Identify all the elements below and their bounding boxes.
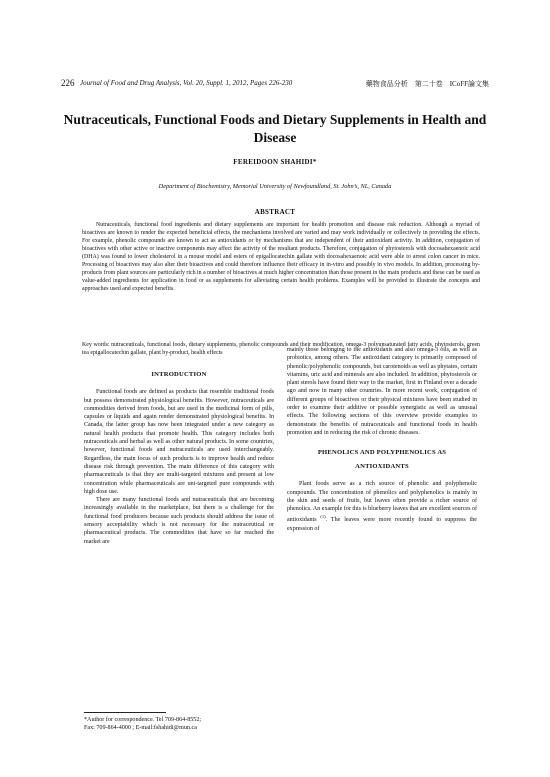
intro-paragraph-1: Functional foods are defined as products that resemble traditional foods but possess demonstrated physiological benefits. However, nutraceuticals are commodities derived from foods, but are used in the medicinal form of pills, capsules or liquids and again render demonstrated physiological benefits. In Canada, the latter group has now been integrated under a new category as natural health products that promote health. This category includes both nutraceuticals and herbal as well as other natural products. In some countries, however, functional foods and nutraceuticals are used interchangeably. Regardless, the main focus of such products is to improve health and reduce disease risk through prevention. The main difference of this category with pharmaceuticals is that they are multi-targeted mixtures and present at low concentration while pharmaceuticals are uni-targeted pure compounds with high dose use. [84, 389, 274, 495]
right-paragraph-2-text: Plant foods serve as a rich source of phenolic and polyphenolic compounds. The concentration of phenolics and polyphenolics is mainly in the skin and seeds of fruits, but leaves often provide a richer source of phenolics. An example for this is blueberry leaves that are excellent sources of antioxidants [287, 481, 477, 524]
phenolics-heading [287, 446, 477, 474]
introduction-heading: INTRODUCTION [151, 371, 207, 378]
author-name: FEREIDOON SHAHIDI* [233, 158, 317, 166]
right-paragraph-2 [287, 480, 477, 533]
footnote-rule [84, 712, 166, 713]
abstract-heading: ABSTRACT [254, 208, 296, 216]
phenolics-heading-line-2: ANTIOXIDANTS [355, 463, 409, 471]
reference-marker: (1) [320, 514, 326, 520]
left-column [84, 361, 274, 546]
header-right-text: 藥物食品分析 第二十卷 ICoFF論文集 [365, 80, 489, 88]
right-paragraph-1: mainly those belonging to the antioxidants and also omega-3 oils, as well as probiotics, among others. The antioxidant category is primarily composed of phenolic/polyphenolic compounds, but carotenoids as well as phytates, certain vitamins, uric acid and minerals are also included. In addition, phytosterols or plant sterols have found their way to the market, first in Finland over a decade ago and now in many other countries. In more recent work, conjugation of different groups of bioactives or their physical mixtures have been studied in order to examine their additive or possible synergistic as well as unusual effects. The following sections of this overview provide examples to demonstrate the benefits of nutraceuticals and functional foods in health promotion and in reducing the risk of chronic diseases. [287, 347, 477, 436]
right-column [287, 346, 477, 533]
phenolics-heading-line-1: PHENOLICS AND POLYPHENOLICS AS [317, 449, 447, 457]
page-number: 226 [61, 78, 75, 88]
running-header [61, 79, 489, 91]
footnote [84, 716, 284, 732]
footnote-line-1: *Author for correspondence. Tel 709-864-8552; [84, 717, 202, 723]
keywords: Key words: nutraceuticals, functional foods, dietary supplements, phenolic compounds and their modification, omega-3 polyunsaturated fatty acids, phytosterols, green tea epigallocatechin gallate, plant by-product, health effects [82, 342, 480, 356]
right-paragraph-2-end: . The leaves were more recently found to suppress the expression of [287, 517, 477, 532]
journal-citation: Journal of Food and Drug Analysis, Vol. 20, Suppl. 1, 2012, Pages 226-230 [80, 79, 293, 87]
author-affiliation: Department of Biochemistry, Memorial University of Newfoundland, St. John’s, NL, Canada [158, 183, 392, 190]
intro-paragraph-2: There are many functional foods and nutraceuticals that are becoming increasingly available in the marketplace, but there is a challenge for the functional food producers because such products should address the issue of sensory acceptability which is not necessary for the nutraceutical or pharmaceutical products. The commodities that have so far reached the market are [84, 497, 274, 545]
abstract-body: Nutraceuticals, functional food ingredients and dietary supplements are important for health promotion and disease risk reduction. Although a myriad of bioactives are known to render the expected beneficial effects, the mechanisms involved are varied and may work individually or collectively in providing the effects. For example, phenolic compounds are known to act as antioxidants or by mechanisms that are independent of their antioxidant activity. In addition, conjugation of bioactives with other active or inactive components may affect the activity of the resultant products. Therefore, conjugation of phytosterols with docosahexaenoic acid (DHA) was found to lower cholesterol in a mouse model and esters of epigallocatechin gallate with docosahexaenoic acid were able to arrest colon cancer in mice. Processing of bioactives may also alter their bioactives and could therefore influence their efficacy in in-vitro and possibly in vivo models. In addition, processing by-products from plant sources are particularly rich in a number of bioactives at much higher concentration than those present in the main products and these can be used as value-added ingredients for application in food or as supplements for alleviating certain health problems. Examples will be provided to illustrate the concepts and approaches used and expected benefits. [82, 222, 480, 293]
paper-title: Nutraceuticals, Functional Foods and Dietary Supplements in Health and Disease [63, 112, 487, 145]
footnote-line-2: Fax: 709-864-4000 ; E-mail:fshahidi@mun.ca [84, 725, 197, 732]
